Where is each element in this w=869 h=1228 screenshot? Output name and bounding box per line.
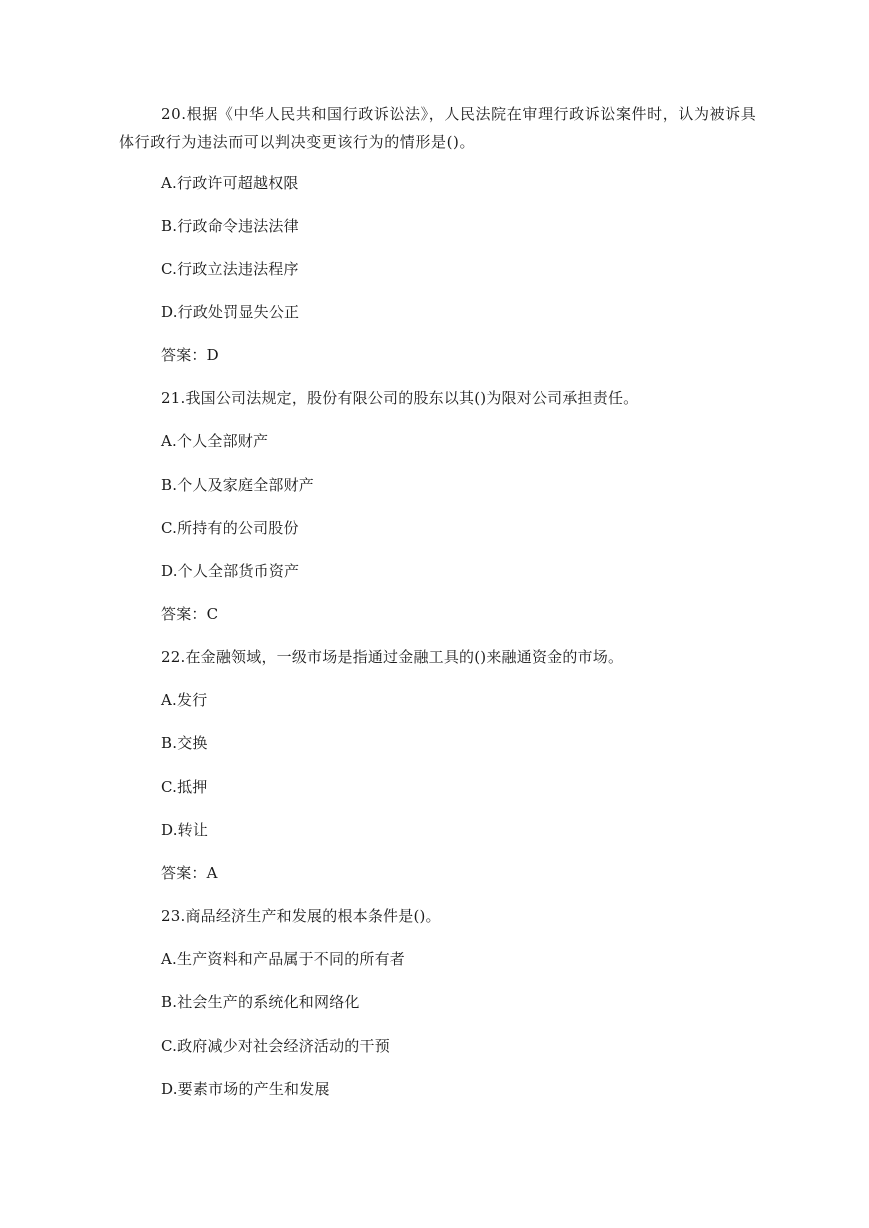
option-b: B.个人及家庭全部财产: [161, 476, 314, 494]
option-c: C.政府减少对社会经济活动的干预: [161, 1037, 390, 1055]
option-c: C.抵押: [161, 778, 208, 796]
option-b: B.行政命令违法法律: [161, 217, 299, 235]
option-d: D.要素市场的产生和发展: [161, 1080, 330, 1098]
option-a: A.个人全部财产: [161, 432, 269, 450]
answer: 答案：C: [161, 605, 219, 623]
option-a: A.行政许可超越权限: [161, 174, 299, 192]
question-stem: 22.在金融领域，一级市场是指通过金融工具的()来融通资金的市场。: [161, 648, 624, 666]
option-a: A.生产资料和产品属于不同的所有者: [161, 950, 406, 968]
option-c: C.行政立法违法程序: [161, 260, 299, 278]
option-d: D.个人全部货币资产: [161, 562, 300, 580]
option-a: A.发行: [161, 691, 208, 709]
option-b: B.社会生产的系统化和网络化: [161, 993, 360, 1011]
answer: 答案：A: [161, 864, 218, 882]
question-stem: 21.我国公司法规定，股份有限公司的股东以其()为限对公司承担责任。: [161, 389, 639, 407]
answer: 答案：D: [161, 346, 219, 364]
question-stem: 23.商品经济生产和发展的根本条件是()。: [161, 907, 441, 925]
option-d: D.行政处罚显失公正: [161, 303, 300, 321]
question-stem: 20.根据《中华人民共和国行政诉讼法》，人民法院在审理行政诉讼案件时，认为被诉具体行政行为违法而可以判决变更该行为的情形是()。: [119, 105, 757, 151]
option-d: D.转让: [161, 821, 209, 839]
option-c: C.所持有的公司股份: [161, 519, 299, 537]
option-b: B.交换: [161, 734, 208, 752]
